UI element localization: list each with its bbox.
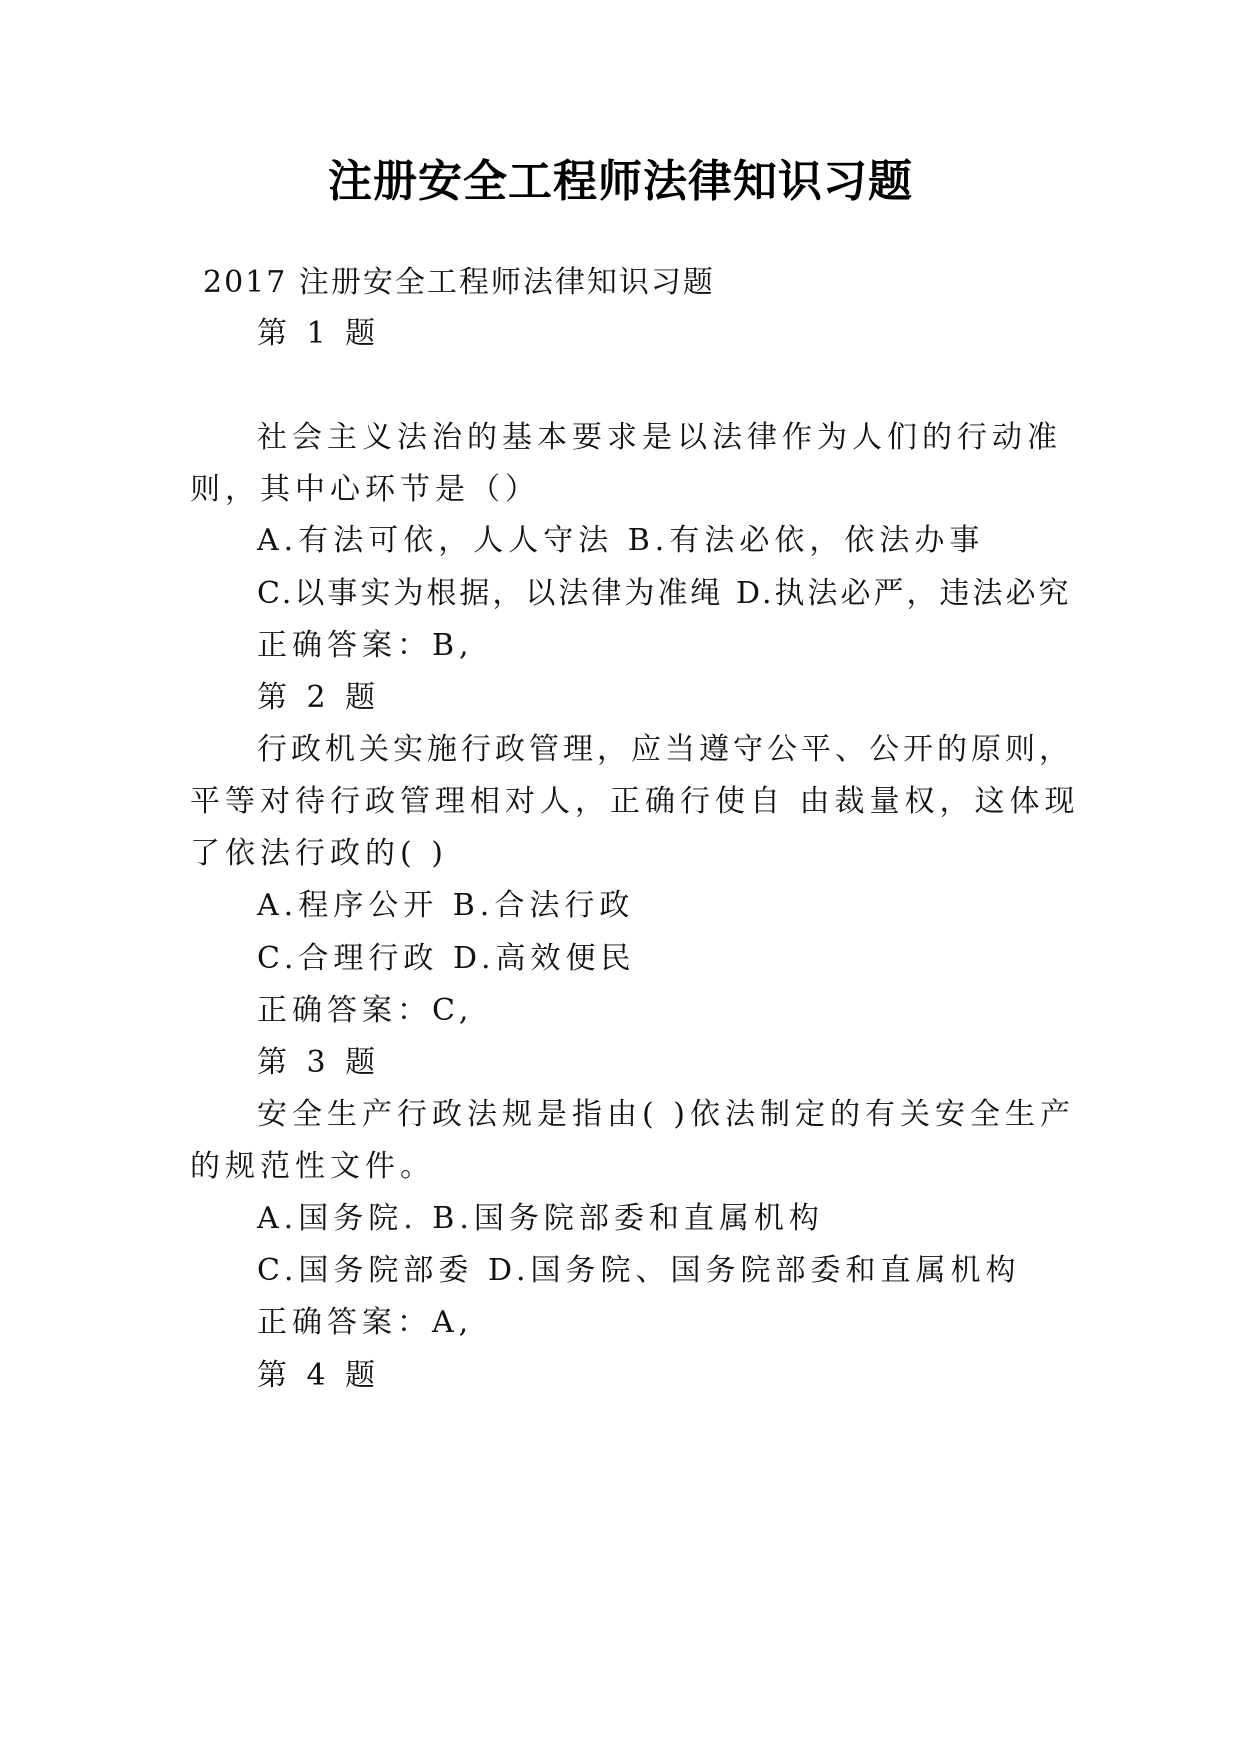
q1-answer: 正确答案：B, — [257, 628, 474, 663]
q2-options-ab: A.程序公开 B.合法行政 — [257, 888, 635, 923]
q1-stem-line1: 社会主义法治的基本要求是以法律作为人们的行动准 — [257, 420, 1062, 455]
q2-stem-line1: 行政机关实施行政管理，应当遵守公平、公开的原则， — [257, 732, 1073, 767]
q3-options-ab: A.国务院. B.国务院部委和直属机构 — [257, 1201, 824, 1236]
q3-answer: 正确答案：A, — [257, 1305, 474, 1340]
q3-stem-line2: 的规范性文件。 — [190, 1149, 435, 1184]
q1-stem-line2: 则，其中心环节是（） — [190, 472, 540, 507]
q1-options-cd: C.以事实为根据，以法律为准绳 D.执法必严，违法必究 — [257, 576, 1072, 611]
q2-stem-line2: 平等对待行政管理相对人，正确行使自 由裁量权，这体现 — [190, 784, 1080, 819]
q3-stem-line1: 安全生产行政法规是指由( )依法制定的有关安全生产 — [257, 1097, 1075, 1132]
document-subtitle: 2017 注册安全工程师法律知识习题 — [203, 265, 715, 300]
q1-number: 第 1 题 — [257, 316, 381, 351]
q3-number: 第 3 题 — [257, 1045, 381, 1080]
q3-options-cd: C.国务院部委 D.国务院、国务院部委和直属机构 — [257, 1253, 1021, 1288]
q2-stem-line3: 了依法行政的( ) — [190, 836, 448, 871]
q2-number: 第 2 题 — [257, 680, 381, 715]
document-title: 注册安全工程师法律知识习题 — [328, 156, 913, 207]
q2-options-cd: C.合理行政 D.高效便民 — [257, 941, 636, 976]
q2-answer: 正确答案：C, — [257, 993, 474, 1028]
q1-options-ab: A.有法可依，人人守法 B.有法必依，依法办事 — [257, 523, 985, 558]
q4-number: 第 4 题 — [257, 1358, 381, 1393]
